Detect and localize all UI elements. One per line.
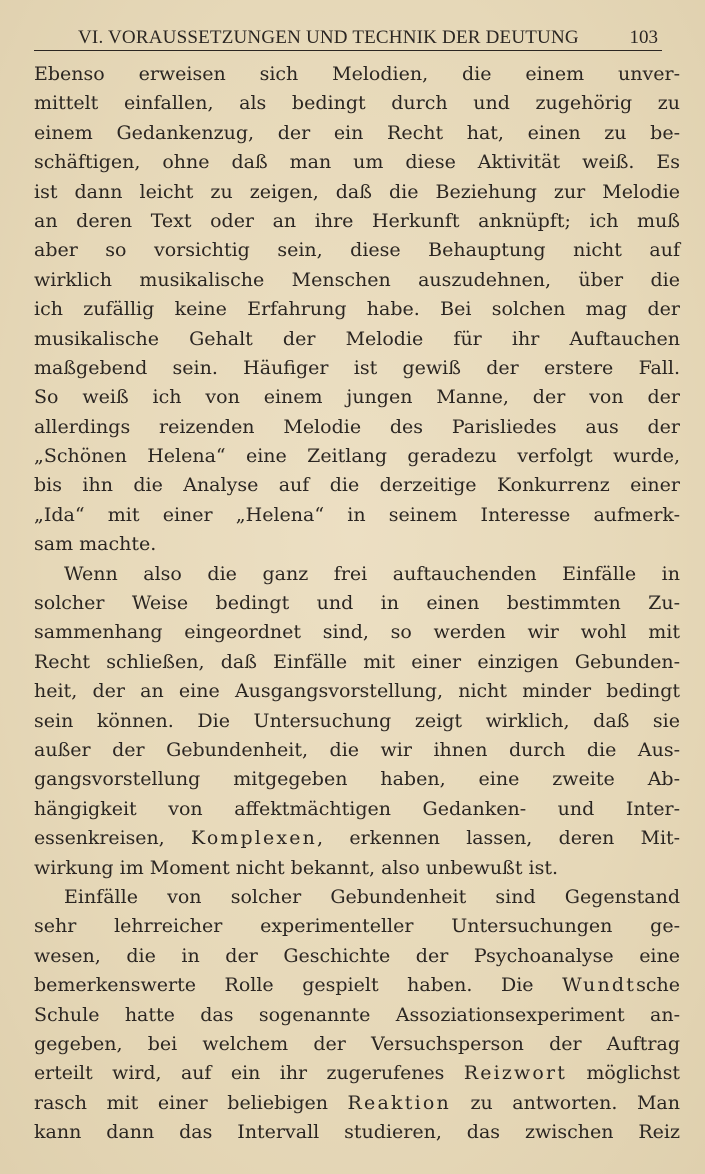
text-line: wirklich musikalische Menschen auszudehnen, über die — [34, 268, 680, 291]
text-line — [34, 824, 680, 853]
text-line: gegeben, bei welchem der Versuchsperson der Auftrag — [34, 1032, 680, 1055]
text-line: schäftigen, ohne daß man um diese Aktivität weiß. Es — [34, 151, 680, 174]
paragraph — [34, 560, 680, 883]
spaced-emphasis: Wundt — [562, 974, 637, 997]
text-line: heit, der an eine Ausgangsvorstellung, nicht minder bedingt — [34, 680, 680, 703]
text-line: Ebenso erweisen sich Melodien, die einem unver- — [34, 63, 680, 85]
body-text — [34, 60, 680, 1147]
text-line: kann dann das Intervall studieren, das zwischen Reiz — [34, 1121, 680, 1144]
text-line: So weiß ich von einem jungen Manne, der von der — [34, 386, 680, 409]
text-fragment: essenkreisen, — [34, 827, 192, 850]
text-line — [34, 1089, 680, 1118]
spaced-emphasis: Reaktion — [347, 1091, 451, 1114]
text-line: sehr lehrreicher experimenteller Untersuchungen ge- — [34, 915, 680, 938]
text-line: Recht schließen, daß Einfälle mit einer einzigen Gebunden- — [34, 650, 680, 673]
text-line: Schule hatte das sogenannte Assoziationsexperiment an- — [34, 1003, 680, 1026]
paragraph — [34, 60, 680, 560]
text-line: Einfälle von solcher Gebundenheit sind Gegenstand — [64, 885, 680, 908]
text-line: sam machte. — [34, 533, 157, 556]
text-line: außer der Gebundenheit, die wir ihnen durch die Aus- — [34, 738, 680, 761]
text-line: „Schönen Helena“ eine Zeitlang geradezu verfolgt wurde, — [34, 445, 680, 468]
text-line: maßgebend sein. Häufiger ist gewiß der erstere Fall. — [34, 356, 680, 379]
text-fragment: rasch mit einer beliebigen — [34, 1091, 348, 1114]
text-line: hängigkeit von affektmächtigen Gedanken- und Inter- — [34, 797, 680, 820]
paragraph — [34, 883, 680, 1148]
text-line: sammenhang eingeordnet sind, so werden wir wohl mit — [34, 621, 680, 644]
text-line: mittelt einfallen, als bedingt durch und zugehörig zu — [34, 92, 680, 115]
text-fragment: erteilt wird, auf ein ihr zugerufenes — [34, 1062, 464, 1085]
text-line: „Ida“ mit einer „Helena“ in seinem Interesse aufmerk- — [34, 503, 680, 526]
text-line: ist dann leicht zu zeigen, daß die Beziehung zur Melodie — [34, 180, 680, 203]
text-line: solcher Weise bedingt und in einen bestimmten Zu- — [34, 592, 680, 615]
text-line: sein können. Die Untersuchung zeigt wirklich, daß sie — [34, 709, 680, 732]
text-line: einem Gedankenzug, der ein Recht hat, einen zu be- — [34, 121, 680, 144]
page-number: 103 — [629, 27, 658, 48]
page-header — [34, 24, 662, 51]
text-fragment: sche — [636, 974, 680, 997]
running-title: VI. VORAUSSETZUNGEN UND TECHNIK DER DEUTUNG — [78, 27, 579, 48]
text-fragment: zu antworten. Man — [450, 1091, 680, 1114]
text-line: Wenn also die ganz frei auftauchenden Einfälle in — [64, 562, 680, 585]
text-line: musikalische Gehalt der Melodie für ihr Auftauchen — [34, 327, 680, 350]
text-line: aber so vorsichtig sein, diese Behauptung nicht auf — [34, 239, 680, 262]
spaced-emphasis: Reizwort — [463, 1062, 567, 1085]
text-fragment: möglichst — [567, 1062, 680, 1085]
text-line: bis ihn die Analyse auf die derzeitige Konkurrenz einer — [34, 474, 680, 497]
text-line: gangsvorstellung mitgegeben haben, eine zweite Ab- — [34, 768, 680, 791]
text-line: wirkung im Moment nicht bekannt, also unbewußt ist. — [34, 856, 558, 879]
text-line: an deren Text oder an ihre Herkunft anknüpft; ich muß — [34, 209, 680, 232]
text-fragment: , erkennen lassen, deren Mit- — [317, 827, 680, 850]
spaced-emphasis: Komplexen — [191, 827, 318, 850]
text-line — [34, 971, 680, 1000]
text-line — [34, 1059, 680, 1088]
text-line: ich zufällig keine Erfahrung habe. Bei solchen mag der — [34, 298, 680, 321]
text-line: allerdings reizenden Melodie des Parisliedes aus der — [34, 415, 680, 438]
text-line: wesen, die in der Geschichte der Psychoanalyse eine — [34, 944, 680, 967]
text-fragment: bemerkenswerte Rolle gespielt haben. Die — [34, 974, 563, 997]
